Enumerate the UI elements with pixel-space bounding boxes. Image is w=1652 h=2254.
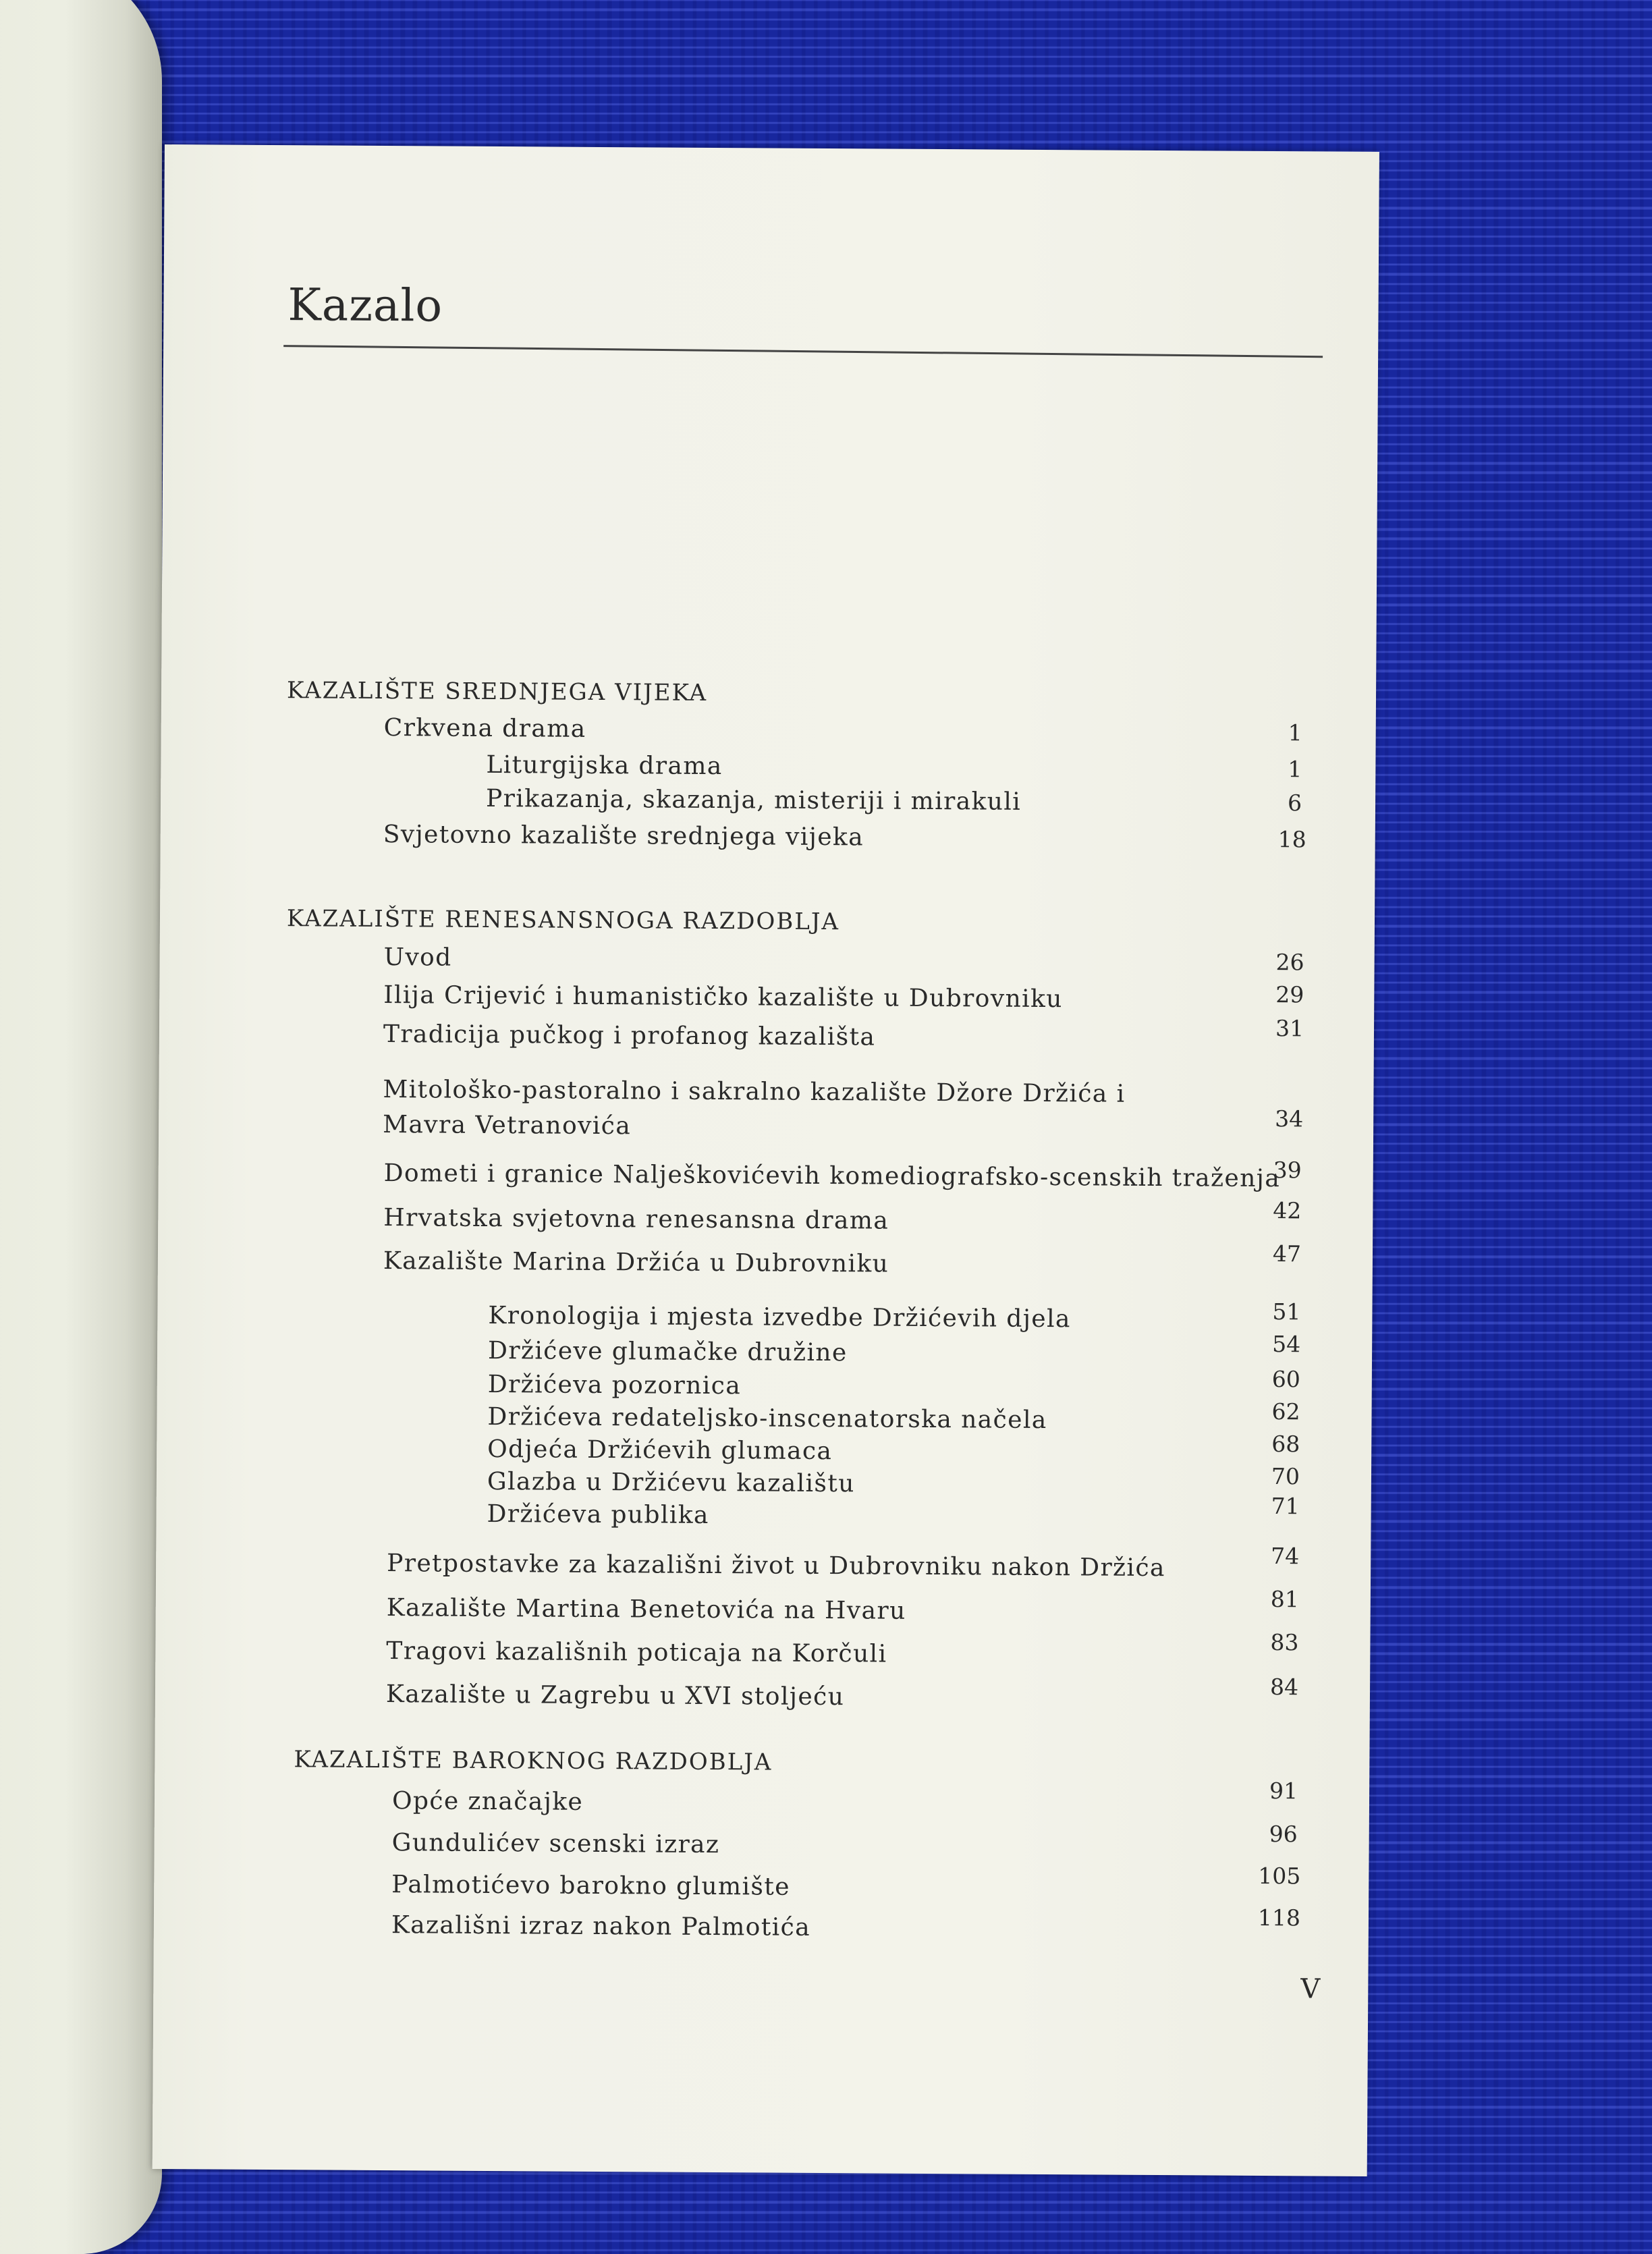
toc-page-number: 42 bbox=[1273, 1197, 1302, 1224]
toc-page-number: 83 bbox=[1270, 1629, 1299, 1656]
toc-page-number: 62 bbox=[1271, 1398, 1300, 1425]
page-title: Kazalo bbox=[287, 279, 443, 332]
toc-page-number: 118 bbox=[1257, 1904, 1301, 1931]
toc-page-number: 60 bbox=[1271, 1366, 1300, 1393]
toc-page-number: 29 bbox=[1275, 981, 1304, 1008]
toc-page-number: 105 bbox=[1258, 1862, 1301, 1890]
toc-page-number: 1 bbox=[1288, 756, 1302, 783]
toc-page-number: 84 bbox=[1269, 1674, 1299, 1701]
book-page: Kazalo KAZALIŠTE SREDNJEGA VIJEKA Crkvena drama 1 Liturgijska drama 1 Prikazanja, skazanja, misteriji i mirakuli 6 Svjetovno kazalište srednjega vijeka 18 KAZALIŠTE RENESANSNOGA RAZDOBLJA Uvod 26 Ilija Crijević i humanističko kazalište u Dubrovniku 29 Tradicija pučkog i profanog kazališta 31 Mitološko-pastoralno i sakralno kazalište Džore Držića i Mavra Vetranovića 34 Dometi i granice Nalješkovićevih komediografsko-scenskih traženja 39 Hrvatska svjetovna renesansna drama 42 Kazalište Marina Držića u Dubrovniku 47 Kronologija i mjesta izvedbe Držićevih djela 51 Držićeve glumačke družine 54 Držićeva pozornica 60 Držićeva redateljsko-inscenatorska načela 62 Odjeća Držićevih glumaca 68 Glazba u Držićevu kazalištu 70 Držićeva publika 71 Pretpostavke za kazališni život u Dubrovniku nakon Držića 74 Kazalište Martina Benetovića na Hvaru 81 Tragovi kazališnih poticaja na Korčuli 83 Kazalište u Zagrebu u XVI stoljeću 84 KAZALIŠTE BAROKNOG RAZDOBLJA Opće značajke 91 Gundulićev scenski izraz 96 Palmotićevo barokno glumište 105 Kazališni izraz nakon Palmotića 118 V bbox=[153, 144, 1379, 2176]
toc-page-number: 6 bbox=[1287, 790, 1302, 817]
title-rule bbox=[283, 345, 1323, 358]
toc-page-number: 18 bbox=[1277, 826, 1306, 853]
toc-page-number: 68 bbox=[1271, 1431, 1300, 1458]
toc-page-number: 54 bbox=[1272, 1331, 1301, 1358]
toc-page-number: 31 bbox=[1275, 1015, 1304, 1042]
toc-page-number: 39 bbox=[1273, 1157, 1302, 1184]
toc-page-number: 81 bbox=[1270, 1586, 1299, 1613]
page-folio: V bbox=[1300, 1973, 1321, 2005]
toc-page-number: 70 bbox=[1271, 1463, 1300, 1490]
toc-page-number: 47 bbox=[1272, 1240, 1302, 1267]
toc-page-number: 74 bbox=[1271, 1543, 1300, 1570]
facing-page-edge bbox=[0, 0, 162, 2254]
toc-page-number: 34 bbox=[1275, 1105, 1304, 1132]
toc-page-number: 91 bbox=[1269, 1778, 1298, 1805]
toc-page-number: 51 bbox=[1272, 1298, 1301, 1325]
toc-page-number: 26 bbox=[1275, 949, 1304, 976]
toc-page-number: 1 bbox=[1288, 719, 1302, 746]
toc-page-number: 96 bbox=[1269, 1821, 1298, 1848]
toc-page-number: 71 bbox=[1271, 1493, 1300, 1520]
